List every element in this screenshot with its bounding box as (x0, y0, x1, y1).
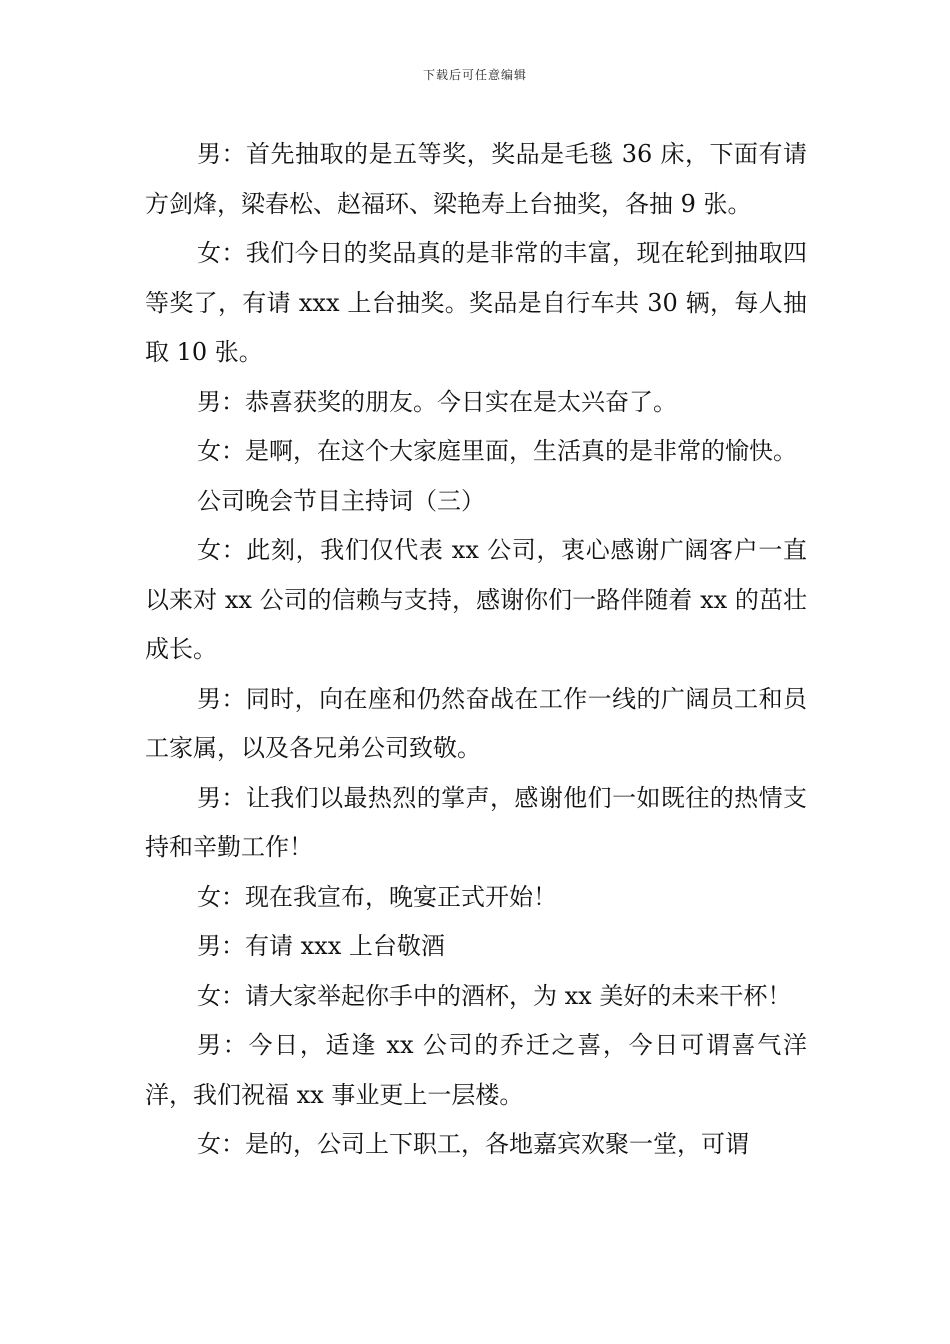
paragraph: 男：恭喜获奖的朋友。今日实在是太兴奋了。 (197, 387, 677, 416)
page-header-note: 下载后可任意编辑 (422, 68, 527, 82)
paragraph: 男：今日，适逢 xx 公司的乔迁之喜，今日可谓喜气洋洋，我们祝福 xx 事业更上一层楼。 (145, 1031, 807, 1109)
paragraph: 女：此刻，我们仅代表 xx 公司，衷心感谢广阔客户一直以来对 xx 公司的信赖与支持，感谢你们一路伴随着 xx 的茁壮成长。 (145, 536, 807, 663)
paragraph: 女：现在我宣布，晚宴正式开始！ (197, 882, 557, 911)
paragraph: 男：让我们以最热烈的掌声，感谢他们一如既往的热情支持和辛勤工作！ (145, 783, 807, 861)
paragraph: 女：我们今日的奖品真的是非常的丰富，现在轮到抽取四等奖了，有请 xxx 上台抽奖。奖品是自行车共 30 辆，每人抽取 10 张。 (145, 239, 807, 366)
section-heading: 公司晚会节目主持词（三） (197, 486, 485, 515)
paragraph: 男：有请 xxx 上台敬酒 (197, 932, 445, 960)
paragraph: 女：请大家举起你手中的酒杯，为 xx 美好的未来干杯！ (197, 981, 792, 1010)
paragraph: 男：同时，向在座和仍然奋战在工作一线的广阔员工和员工家属，以及各兄弟公司致敬。 (145, 684, 807, 762)
paragraph: 女：是啊，在这个大家庭里面，生活真的是非常的愉快。 (197, 437, 797, 465)
paragraph: 女：是的，公司上下职工，各地嘉宾欢聚一堂，可谓 (197, 1130, 749, 1158)
paragraph: 男：首先抽取的是五等奖，奖品是毛毯 36 床，下面有请方剑烽，梁春松、赵福环、梁艳寿上台抽奖，各抽 9 张。 (145, 140, 807, 218)
document-body (145, 130, 807, 1170)
